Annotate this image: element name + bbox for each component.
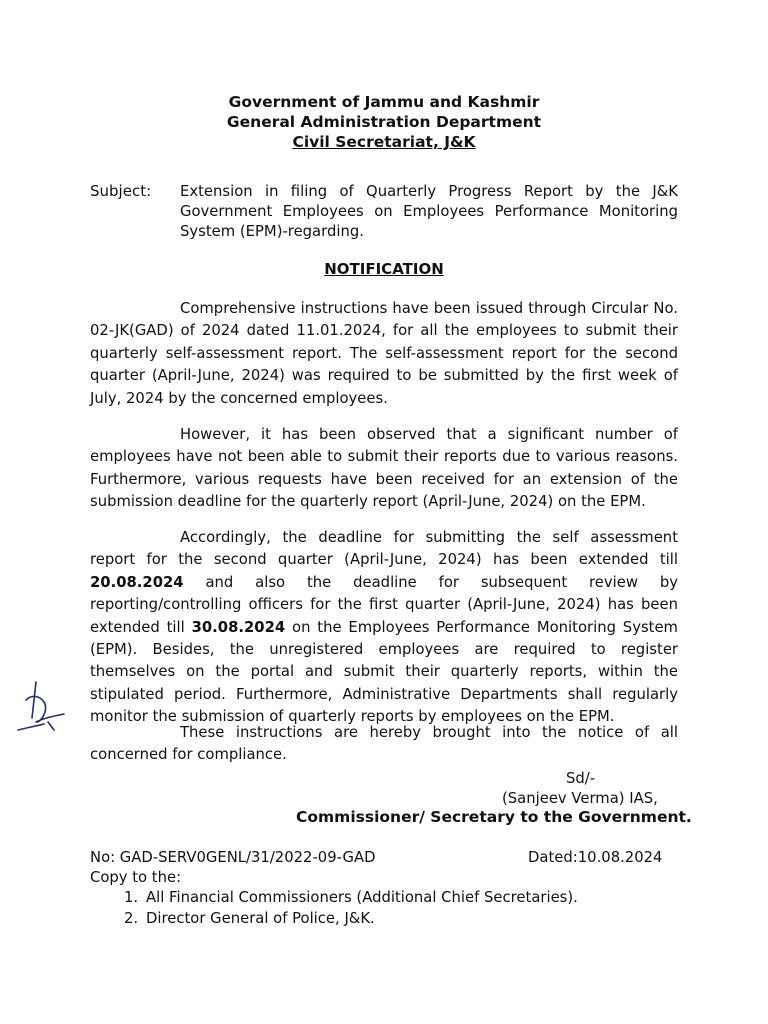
reference-number: No: GAD-SERV0GENL/31/2022-09-GAD [90, 849, 376, 866]
deadline-date-review: 30.08.2024 [191, 618, 286, 636]
paragraph-observation: However, it has been observed that a significant number of employees have not been able to submit their reports due to various reasons. Furthermore, various requests have been received for an extension of the submission deadline for the quarterly report (April-June, 2024) on the EPM. [90, 426, 678, 511]
list-item [124, 908, 578, 929]
signer-name: (Sanjeev Verma) IAS, [502, 790, 658, 807]
notification-title: NOTIFICATION [324, 260, 444, 278]
deadline-text-b: and also the deadline for subsequent review by reporting/controlling officers for the first quarter (April-June, 2024) has been extended till [90, 573, 678, 636]
list-item-number: 2. [124, 910, 139, 927]
signature-sd: Sd/- [566, 770, 596, 787]
paragraph-circular: Comprehensive instructions have been issued through Circular No. 02-JK(GAD) of 2024 dated 11.01.2024, for all the employees to submit their quarterly self-assessment report. The self-assessment report for the second quarter (April-June, 2024) was required to be submitted by the first week of July, 2024 by the concerned employees. [90, 300, 678, 407]
paragraph-deadline [90, 527, 678, 729]
deadline-text-c: on the Employees Performance Monitoring System (EPM). Besides, the unregistered employees are required to register themselves on the portal and submit their quarterly reports, within the stipulated period. Furthermore, Administrative Departments shall regularly monitor the submission of quarterly reports by employees on the EPM. [90, 618, 678, 726]
issue-date: Dated:10.08.2024 [528, 849, 663, 866]
list-item-text: Director General of Police, J&K. [146, 910, 375, 927]
deadline-text-a: Accordingly, the deadline for submitting the self assessment report for the second quarter (April-June, 2024) has been extended till [90, 529, 678, 569]
signer-designation: Commissioner/ Secretary to the Government. [296, 808, 692, 826]
copy-to-list [124, 887, 578, 929]
subject-text: Extension in filing of Quarterly Progress Report by the J&K Government Employees on Employees Performance Monitoring System (EPM)-regarding. [180, 183, 678, 240]
deadline-date-self-assessment: 20.08.2024 [90, 573, 184, 591]
header-department: General Administration Department [226, 113, 542, 131]
list-item-number: 1. [124, 889, 139, 906]
document-header [0, 92, 768, 152]
paragraph-compliance: These instructions are hereby brought into the notice of all concerned for compliance. [90, 724, 678, 764]
subject-label: Subject: [90, 182, 152, 200]
header-secretariat: Civil Secretariat, J&K [292, 133, 476, 151]
list-item [124, 887, 578, 908]
copy-to-label: Copy to the: [90, 869, 182, 886]
header-government: Government of Jammu and Kashmir [228, 93, 540, 111]
handwritten-initials-mark [14, 678, 70, 738]
list-item-text: All Financial Commissioners (Additional Chief Secretaries). [146, 889, 578, 906]
